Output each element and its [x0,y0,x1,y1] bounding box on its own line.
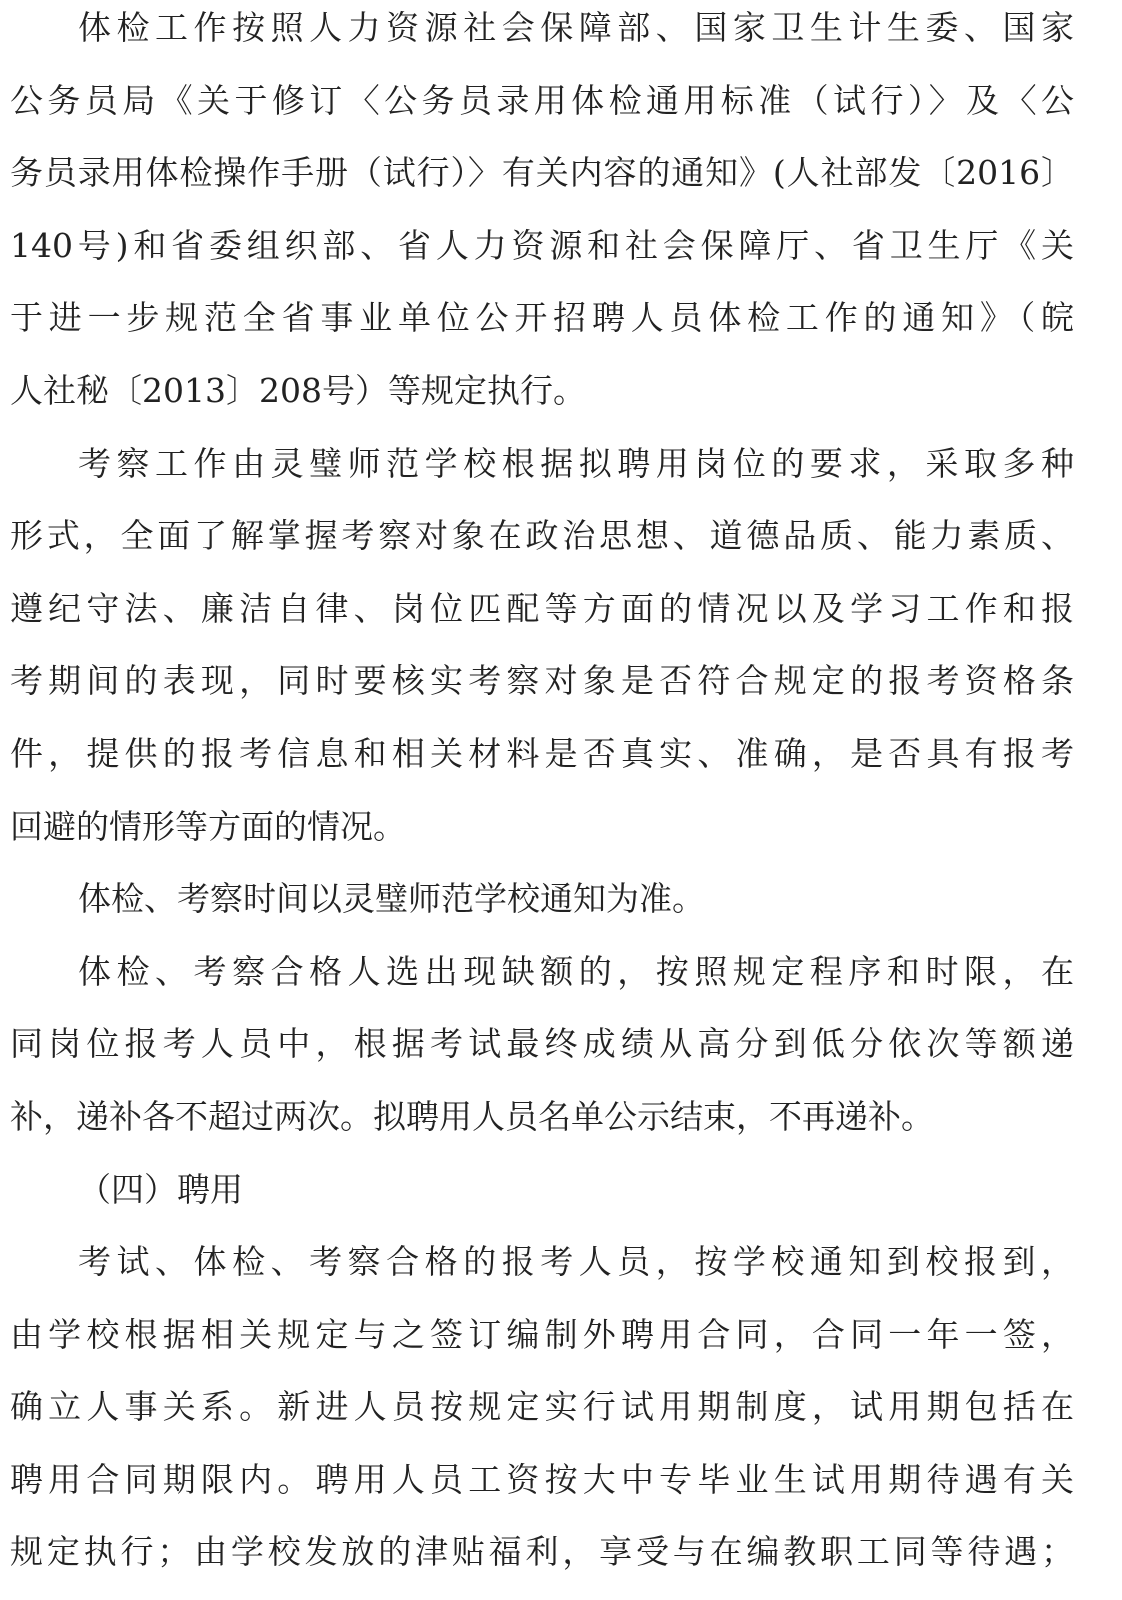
section-heading: （四）聘用 [78,1169,243,1209]
paragraph-line: 同岗位报考人员中，根据考试最终成绩从高分到低分依次等额递 [10,1024,1074,1064]
paragraph-line: 补，递补各不超过两次。拟聘用人员名单公示结束，不再递补。 [10,1096,934,1136]
paragraph-line: 务员录用体检操作手册（试行）〉有关内容的通知》(人社部发〔2016〕 [10,153,1074,193]
document-body [10,0,1074,1589]
paragraph-line: 聘用合同期限内。聘用人员工资按大中专毕业生试用期待遇有关 [10,1459,1074,1499]
paragraph-line: 考察工作由灵璧师范学校根据拟聘用岗位的要求，采取多种 [78,443,1074,483]
paragraph-line: 公务员局《关于修订〈公务员录用体检通用标准（试行）〉及〈公 [10,80,1074,120]
paragraph-line: 体检、考察合格人选出现缺额的，按照规定程序和时限，在 [78,951,1074,991]
paragraph-line: 遵纪守法、廉洁自律、岗位匹配等方面的情况以及学习工作和报 [10,588,1074,628]
paragraph-line: 形式，全面了解掌握考察对象在政治思想、道德品质、能力素质、 [10,516,1074,556]
paragraph-line: 140号)和省委组织部、省人力资源和社会保障厅、省卫生厅《关 [10,225,1074,265]
paragraph-line: 体检、考察时间以灵璧师范学校通知为准。 [78,879,705,919]
paragraph-line: 体检工作按照人力资源社会保障部、国家卫生计生委、国家 [78,8,1074,47]
paragraph-line: 由学校根据相关规定与之签订编制外聘用合同，合同一年一签， [10,1314,1074,1354]
paragraph-line: 于进一步规范全省事业单位公开招聘人员体检工作的通知》（皖 [10,298,1074,338]
paragraph-line: 考期间的表现，同时要核实考察对象是否符合规定的报考资格条 [10,661,1074,701]
paragraph-line: 规定执行；由学校发放的津贴福利，享受与在编教职工同等待遇； [10,1532,1074,1572]
paragraph-line: 考试、体检、考察合格的报考人员，按学校通知到校报到， [78,1242,1074,1282]
paragraph-line: 件，提供的报考信息和相关材料是否真实、准确，是否具有报考 [10,733,1074,773]
paragraph-line: 回避的情形等方面的情况。 [10,806,406,846]
paragraph-line: 确立人事关系。新进人员按规定实行试用期制度，试用期包括在 [10,1387,1074,1427]
paragraph-line: 人社秘〔2013〕208号）等规定执行。 [10,370,586,410]
